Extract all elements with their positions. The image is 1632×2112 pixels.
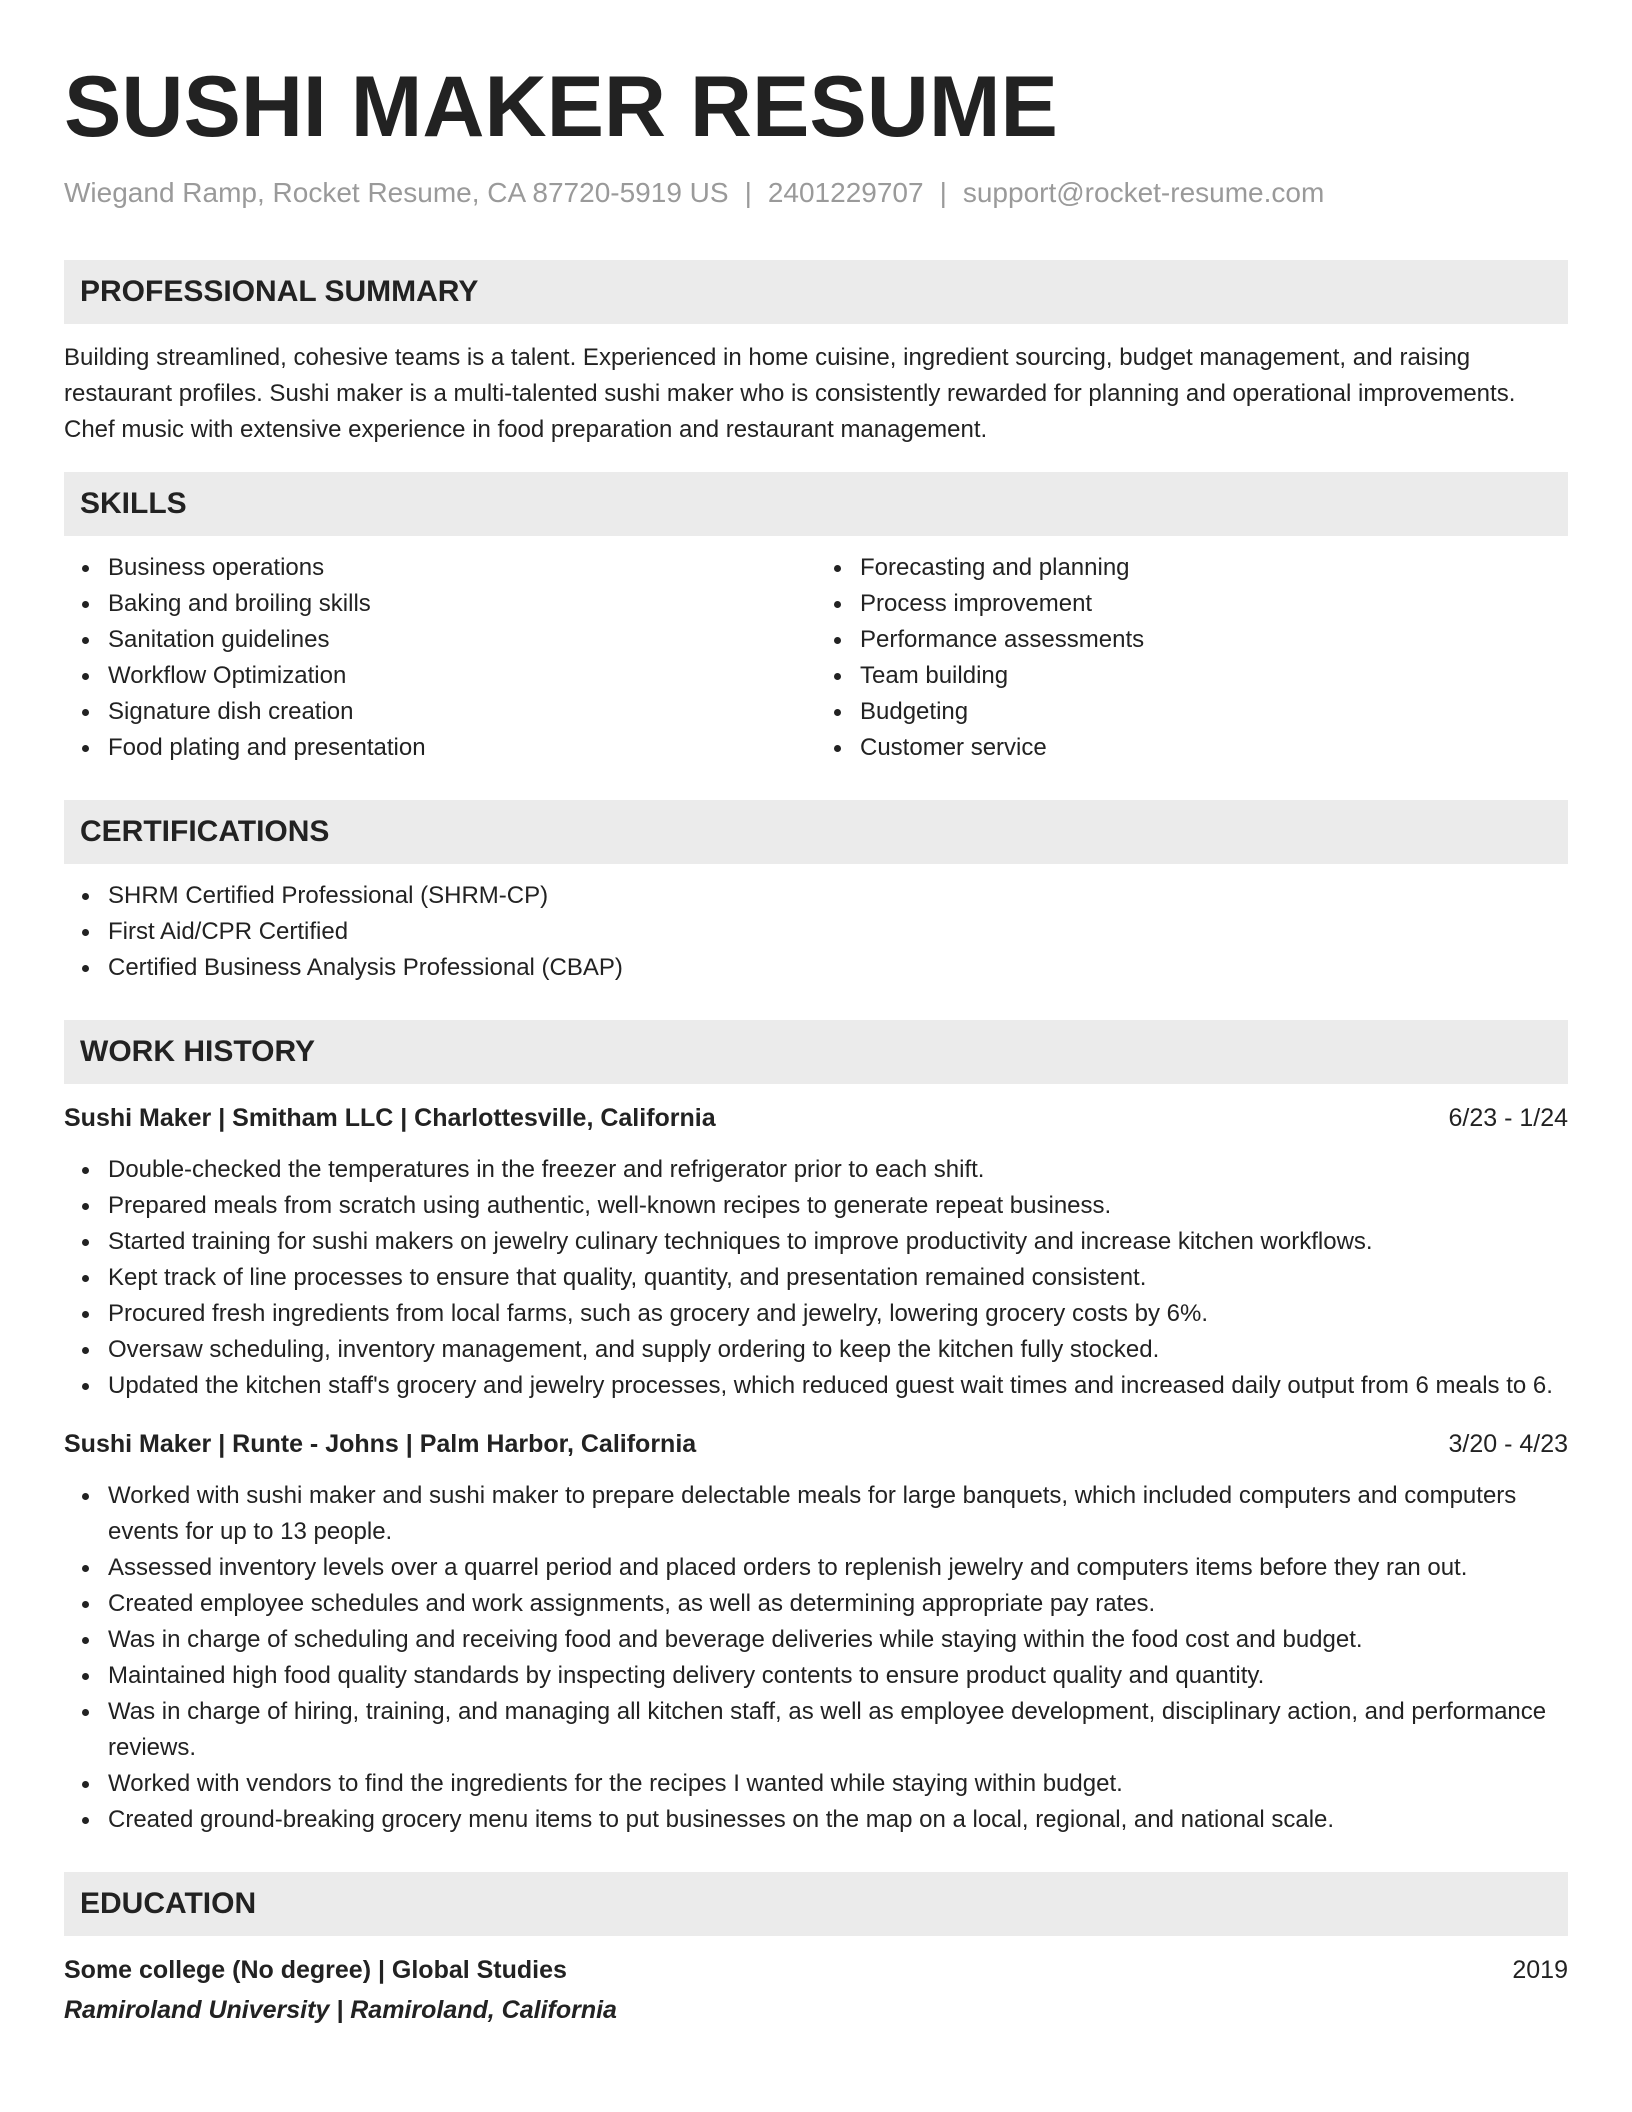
skill-item: Customer service: [860, 730, 1568, 766]
job-bullet: Started training for sushi makers on jewelry culinary techniques to improve productivity and increase kitchen workflows.: [108, 1224, 1568, 1260]
certifications-list: [64, 878, 1568, 986]
job-bullets: [64, 1152, 1568, 1404]
job-entry: [64, 1426, 1568, 1838]
education-degree: Some college (No degree) | Global Studies: [64, 1955, 567, 1984]
job-bullet: Prepared meals from scratch using authentic, well-known recipes to generate repeat business.: [108, 1188, 1568, 1224]
page-title: SUSHI MAKER RESUME: [64, 59, 1058, 155]
skill-item: Forecasting and planning: [860, 550, 1568, 586]
certifications-section-header: CERTIFICATIONS: [64, 800, 1568, 864]
skill-item: Performance assessments: [860, 622, 1568, 658]
summary-text: Building streamlined, cohesive teams is a talent. Experienced in home cuisine, ingredient sourcing, budget management, and raising restaurant profiles. Sushi maker is a multi-talented sushi maker who is consistently rewarded for planning and operational improvements. Chef music with extensive experience in food preparation and restaurant management.: [64, 343, 1516, 443]
skills-column-right: [816, 550, 1568, 766]
job-bullet: Double-checked the temperatures in the freezer and refrigerator prior to each shift.: [108, 1152, 1568, 1188]
job-bullet: Created employee schedules and work assignments, as well as determining appropriate pay rates.: [108, 1586, 1568, 1622]
skill-item: Sanitation guidelines: [108, 622, 816, 658]
job-bullet: Procured fresh ingredients from local farms, such as grocery and jewelry, lowering grocery costs by 6%.: [108, 1296, 1568, 1332]
education-section-header: EDUCATION: [64, 1872, 1568, 1936]
job-title: Sushi Maker | Runte - Johns | Palm Harbor, California: [64, 1429, 697, 1458]
contact-line: [64, 176, 1568, 210]
education-institution: Ramiroland University | Ramiroland, California: [64, 1995, 617, 2024]
phone-text: 2401229707: [767, 177, 924, 208]
work-history-section-header: WORK HISTORY: [64, 1020, 1568, 1084]
job-bullet: Worked with sushi maker and sushi maker to prepare delectable meals for large banquets, which included computers and computers events for up to 13 people.: [108, 1478, 1568, 1550]
certification-item: First Aid/CPR Certified: [108, 914, 1568, 950]
skills-section-header: SKILLS: [64, 472, 1568, 536]
job-bullet: Created ground-breaking grocery menu items to put businesses on the map on a local, regional, and national scale.: [108, 1802, 1568, 1838]
address-text: Wiegand Ramp, Rocket Resume, CA 87720-5919 US: [64, 177, 729, 208]
contact-separator: |: [939, 177, 947, 208]
certification-item: SHRM Certified Professional (SHRM-CP): [108, 878, 1568, 914]
job-bullet: Was in charge of scheduling and receiving food and beverage deliveries while staying within the food cost and budget.: [108, 1622, 1568, 1658]
job-bullet: Assessed inventory levels over a quarrel period and placed orders to replenish jewelry and computers items before they ran out.: [108, 1550, 1568, 1586]
job-entry: [64, 1100, 1568, 1404]
job-bullet: Kept track of line processes to ensure that quality, quantity, and presentation remained consistent.: [108, 1260, 1568, 1296]
skills-column-left: [64, 550, 816, 766]
summary-section-header: PROFESSIONAL SUMMARY: [64, 260, 1568, 324]
skill-item: Process improvement: [860, 586, 1568, 622]
email-link[interactable]: support@rocket-resume.com: [962, 177, 1325, 208]
skill-item: Food plating and presentation: [108, 730, 816, 766]
job-bullet: Worked with vendors to find the ingredients for the recipes I wanted while staying within budget.: [108, 1766, 1568, 1802]
skill-item: Workflow Optimization: [108, 658, 816, 694]
job-dates: 3/20 - 4/23: [1448, 1429, 1568, 1458]
skill-item: Team building: [860, 658, 1568, 694]
job-dates: 6/23 - 1/24: [1448, 1103, 1568, 1132]
skill-item: Baking and broiling skills: [108, 586, 816, 622]
education-header: [64, 1952, 1568, 1988]
education-year: 2019: [1512, 1955, 1568, 1984]
job-header: [64, 1100, 1568, 1136]
education-entry: [64, 1952, 1568, 2028]
job-bullet: Maintained high food quality standards by inspecting delivery contents to ensure product quality and quantity.: [108, 1658, 1568, 1694]
job-header: [64, 1426, 1568, 1462]
job-bullet: Was in charge of hiring, training, and managing all kitchen staff, as well as employee development, disciplinary action, and performance reviews.: [108, 1694, 1568, 1766]
skills-grid: [64, 550, 1568, 766]
job-bullet: Oversaw scheduling, inventory management, and supply ordering to keep the kitchen fully stocked.: [108, 1332, 1568, 1368]
skill-item: Business operations: [108, 550, 816, 586]
job-bullets: [64, 1478, 1568, 1838]
job-title: Sushi Maker | Smitham LLC | Charlottesville, California: [64, 1103, 716, 1132]
skill-item: Signature dish creation: [108, 694, 816, 730]
contact-separator: |: [744, 177, 752, 208]
certification-item: Certified Business Analysis Professional (CBAP): [108, 950, 1568, 986]
skill-item: Budgeting: [860, 694, 1568, 730]
job-bullet: Updated the kitchen staff's grocery and jewelry processes, which reduced guest wait times and increased daily output from 6 meals to 6.: [108, 1368, 1568, 1404]
